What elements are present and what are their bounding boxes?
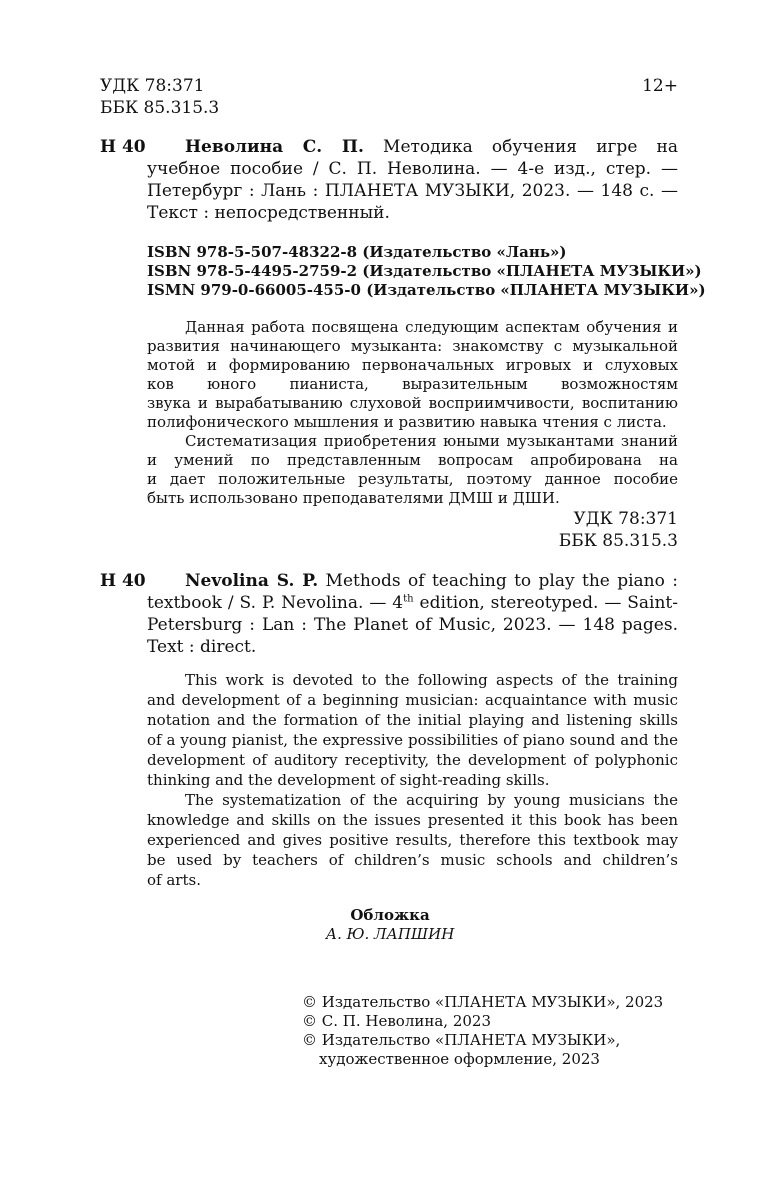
ru-abstract-line: ков юного пианиста, выразительным возможностям <box>147 375 678 393</box>
cover-label: Обложка <box>350 906 430 924</box>
en-abstract-line: The systematization of the acquiring by young musicians the <box>185 791 678 809</box>
ru-abstract-line: мотой и формированию первоначальных игровых и слуховых <box>147 356 678 374</box>
ru-record-line-4: Текст : непосредственный. <box>147 203 390 223</box>
top-bbk: ББК 85.315.3 <box>100 98 220 118</box>
en-abstract-line: of arts. <box>147 871 201 889</box>
ru-record <box>185 136 678 158</box>
ru-record-cont <box>147 158 678 224</box>
en-abstract-line: of a young pianist, the expressive possibilities of piano sound and the <box>147 731 678 749</box>
copyright-line: © Издательство «ПЛАНЕТА МУЗЫКИ», <box>302 1031 621 1049</box>
ru-record-line-3: Петербург : Лань : ПЛАНЕТА МУЗЫКИ, 2023. — 148 с. — <box>147 181 678 201</box>
ru-record-line-2: учебное пособие / С. П. Неволина. — 4-е изд., стер. — <box>147 159 678 179</box>
ru-abstract-line: полифонического мышления и развитию навыка чтения с листа. <box>147 413 667 431</box>
en-abstract-line: development of auditory receptivity, the development of polyphonic <box>147 751 678 769</box>
ru-abstract-line: и дает положительные результаты, поэтому данное пособие <box>147 470 678 488</box>
isbn-lan: ISBN 978-5-507-48322-8 (Издательство «Лань») <box>147 243 567 261</box>
top-udk: УДК 78:371 <box>100 76 205 96</box>
ru-abstract-line: Данная работа посвящена следующим аспектам обучения и <box>185 318 678 336</box>
ru-classification-code: Н 40 <box>100 137 146 157</box>
ru-abstract-line: быть использовано преподавателями ДМШ и ДШИ. <box>147 489 560 507</box>
ru-record-line-1: Неволина С. П. Методика обучения игре на <box>185 137 678 157</box>
ru-abstract-line: Систематизация приобретения юными музыкантами знаний <box>185 432 678 450</box>
en-record-line-1: Nevolina S. P. Methods of teaching to play the piano : <box>185 571 678 591</box>
ru-bbk: ББК 85.315.3 <box>558 531 678 551</box>
en-record-cont <box>147 592 678 658</box>
ru-abstract-line: и умений по представленным вопросам апробирована на <box>147 451 678 469</box>
cover-artist: А. Ю. ЛАПШИН <box>325 925 455 943</box>
en-record-line-3: Petersburg : Lan : The Planet of Music, 2023. — 148 pages. <box>147 615 678 635</box>
age-rating: 12+ <box>642 76 678 96</box>
copyright-block <box>302 993 692 1069</box>
en-abstract <box>147 671 678 891</box>
en-record-line-2: textbook / S. P. Nevolina. — 4th edition, stereotyped. — Saint- <box>147 593 678 613</box>
ru-abstract-line: развития начинающего музыканта: знакомству с музыкальной <box>147 337 678 355</box>
en-author: Nevolina S. P. <box>185 571 319 591</box>
ru-abstract <box>147 318 678 508</box>
en-abstract-line: knowledge and skills on the issues presented it this book has been <box>147 811 678 829</box>
en-abstract-line: thinking and the development of sight-reading skills. <box>147 771 550 789</box>
ru-udk: УДК 78:371 <box>573 509 678 529</box>
ru-author: Неволина С. П. <box>185 137 364 157</box>
en-record-line-4: Text : direct. <box>147 637 257 657</box>
isbn-planeta: ISBN 978-5-4495-2759-2 (Издательство «ПЛАНЕТА МУЗЫКИ») <box>147 262 702 280</box>
copyright-line: © С. П. Неволина, 2023 <box>302 1012 492 1030</box>
en-abstract-line: be used by teachers of children’s music schools and children’s <box>147 851 678 869</box>
en-abstract-line: This work is devoted to the following aspects of the training <box>185 671 678 689</box>
en-record <box>185 570 678 592</box>
ru-abstract-line: звука и вырабатыванию слуховой восприимчивости, воспитанию <box>147 394 678 412</box>
isbn-block <box>147 243 706 300</box>
en-abstract-line: and development of a beginning musician: acquaintance with music <box>147 691 678 709</box>
ismn-planeta: ISMN 979-0-66005-455-0 (Издательство «ПЛАНЕТА МУЗЫКИ») <box>147 281 706 299</box>
copyright-line: художественное оформление, 2023 <box>319 1050 600 1068</box>
en-classification-code: Н 40 <box>100 571 146 591</box>
en-abstract-line: notation and the formation of the initial playing and listening skills <box>147 711 678 729</box>
copyright-line: © Издательство «ПЛАНЕТА МУЗЫКИ», 2023 <box>302 993 664 1011</box>
en-abstract-line: experienced and gives positive results, therefore this textbook may <box>147 831 678 849</box>
